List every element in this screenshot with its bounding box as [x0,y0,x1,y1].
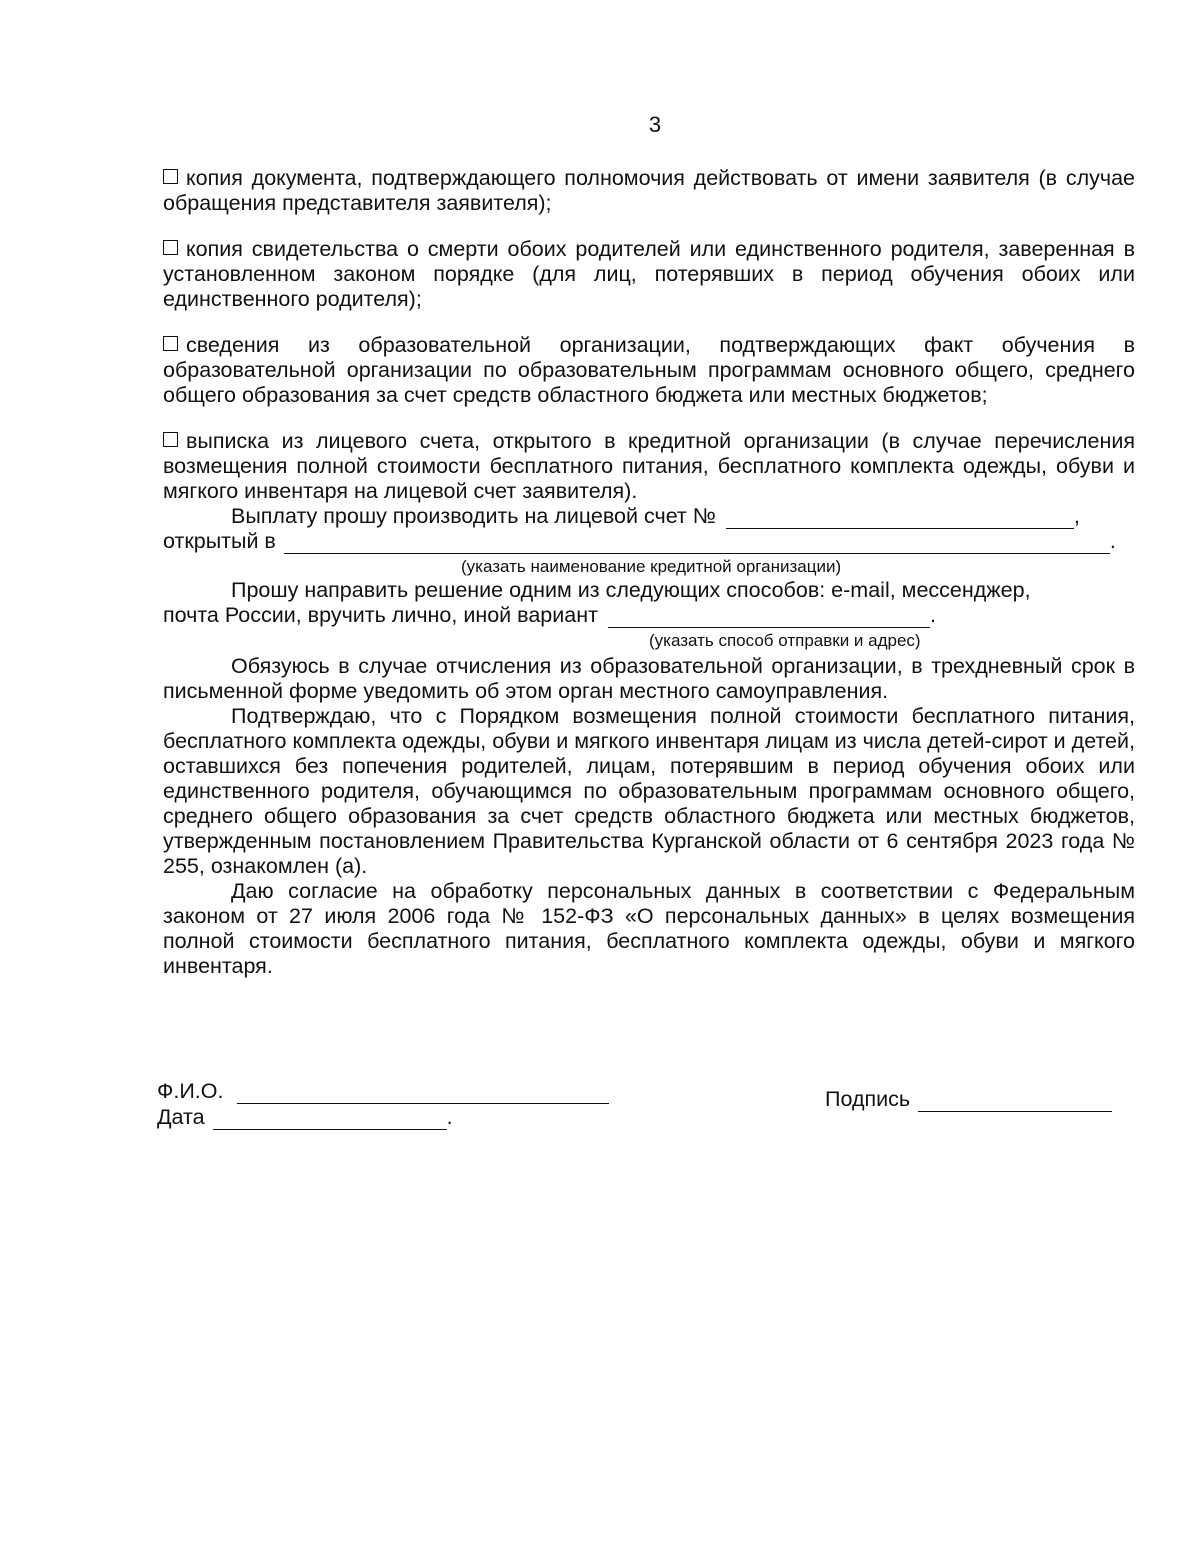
checkbox-item [163,237,1135,312]
fio-row [157,1078,609,1104]
account-label: Выплату прошу производить на лицевой счет № [231,504,716,528]
checkbox-icon[interactable] [163,432,178,447]
sign-field[interactable] [918,1091,1112,1112]
confirmation-paragraph: Подтверждаю, что с Порядком возмещения полной стоимости бесплатного питания, бесплатного комплекта одежды, обуви и мягкого инвентаря лицам из числа детей-сирот и детей, оставшихся без попечения родителей, лицам, потерявшим в период обучения обоих или единственного родителя, обучающимся по образовательным программам основного общего, среднего общего образования за счет средств областного бюджета или местных бюджетов, утвержденным постановлением Правительства Курганской области от 6 сентября 2023 года № 255, ознакомлен (а). [163,704,1135,878]
bank-caption: (указать наименование кредитной организации) [461,557,842,576]
checkbox-item-text: сведения из образовательной организации, подтверждающих факт обучения в образовательной организации по образовательным программам основного общего, среднего общего образования за счет средств областного бюджета или местных бюджетов; [163,333,1135,407]
account-comma: , [1073,504,1080,528]
bank-dot: . [1109,529,1116,553]
account-row [163,504,1135,529]
page-number: 3 [648,112,662,137]
checkbox-item-text: копия документа, подтверждающего полномочия действовать от имени заявителя (в случае обращения представителя заявителя); [163,166,1135,215]
fio-label: Ф.И.О. [157,1079,224,1103]
bank-row [163,529,1135,554]
bank-name-field[interactable] [284,533,1110,554]
delivery-row [163,603,1135,628]
checkbox-icon[interactable] [163,240,178,255]
checkbox-item-text: копия свидетельства о смерти обоих родителей или единственного родителя, заверенная в установленном законом порядке (для лиц, потерявших в период обучения обоих или единственного родителя); [163,237,1135,311]
date-dot: . [446,1105,453,1129]
delivery-paragraph: Прошу направить решение одним из следующих способов: e-mail, мессенджер, [231,578,1031,602]
delivery-label: почта России, вручить лично, иной вариант [163,603,598,627]
checkbox-icon[interactable] [163,336,178,351]
checkbox-item-text: выписка из лицевого счета, открытого в кредитной организации (в случае перечисления возмещения полной стоимости бесплатного питания, бесплатного комплекта одежды, обуви и мягкого инвентаря на лицевой счет заявителя). [163,429,1135,503]
fio-field[interactable] [237,1083,609,1104]
checkbox-item [163,333,1135,408]
date-row [157,1104,609,1130]
signature-left [157,1078,609,1130]
delivery-method-field[interactable] [608,607,930,628]
date-field[interactable] [213,1109,447,1130]
obligation-paragraph: Обязуюсь в случае отчисления из образовательной организации, в трехдневный срок в письменной форме уведомить об этом орган местного самоуправления. [163,654,1135,703]
date-label: Дата [157,1105,205,1129]
delivery-dot: . [929,603,936,627]
checkbox-item [163,166,1135,216]
document-body [163,166,1135,979]
checkbox-item [163,429,1135,504]
delivery-caption: (указать способ отправки и адрес) [649,631,921,650]
bank-label: открытый в [163,529,276,553]
sign-row [825,1086,1112,1112]
checkbox-icon[interactable] [163,169,178,184]
consent-paragraph: Даю согласие на обработку персональных данных в соответствии с Федеральным законом от 27 июля 2006 года № 152-ФЗ «О персональных данных» в целях возмещения полной стоимости бесплатного питания, бесплатного комплекта одежды, обуви и мягкого инвентаря. [163,879,1135,978]
sign-label: Подпись [825,1087,911,1111]
signature-right [825,1086,1112,1112]
account-number-field[interactable] [726,508,1074,529]
